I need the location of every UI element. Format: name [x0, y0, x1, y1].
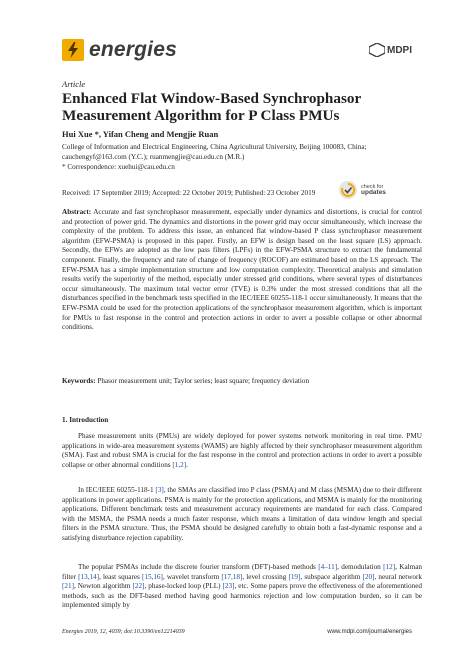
footer-journal-url[interactable]: www.mdpi.com/journal/energies — [327, 629, 412, 635]
citation-link[interactable]: [20] — [362, 572, 375, 581]
check-updates-icon — [339, 181, 357, 199]
affiliation-line-1: College of Information and Electrical Engineering, China Agricultural University, Beijing 100083, China; — [62, 143, 367, 151]
publisher-logo[interactable] — [369, 43, 412, 57]
citation-link[interactable]: [15,16] — [141, 572, 163, 581]
abstract-text: Accurate and fast synchrophasor measurement, especially under dynamics and distortions, is crucial for control and protection of power grid. The dynamics and distortions in the power grid may occur simultaneously, which increase the complexity of the problem. To address this issue, an enhanced flat window-based P class synchrophasor measurement algorithm (EFW-PSMA) is proposed in this paper. Firstly, an EFW is design based on the least square (LS) approach. Secondly, the EFWs are adopted as the low pass filters (LPFs) in the EFW-PSMA structure to extract the fundamental component. Finally, the frequency and rate of change of frequency (ROCOF) are estimated based on the LS approach. The EFW-PSMA has a simple implementation structure and low computation complexity. Theoretical analysis and simulation results verify the superiority of the method, especially under stressed grid conditions, where several types of disturbances occur simultaneously. The maximum total vector error (TVE) is 0.3% under the most stressed conditions that all the disturbances specified in the benchmark tests specified in the IEC/IEEE 60255-118-1 occur simultaneously. It means that the EFW-PSMA could be used for the protection applications of the synchrophasor measurement algorithm, which is important for PMUs to fast response in the control and protection actions in order to avert a possible collapse or other abnormal conditions. — [62, 208, 423, 332]
paragraph-2: In IEC/IEEE 60255-118-1 [3], the SMAs are classified into P class (PSMA) and M class (MSMA) due to their different applications in power applications. PSMA is mainly for the protection applications, and MSMA is mainly for the monitoring applications. Different benchmark tests and measurement accuracy requirements are mandated for each class. Compared with the MSMA, the PSMA needs a much faster response, which means a limitation of data window length and special filters in the PSMA structure. Thus, the PSMA should be designed carefully to obtain both a fast-dynamic response and a satisfying disturbance rejection capability. — [62, 486, 423, 542]
check-updates-badge[interactable] — [339, 181, 386, 199]
paragraph-3: The popular PSMAs include the discrete fourier transform (DFT)-based methods [4–11], demodulation [12], Kalman filter [13,14], least squares [15,16], wavelet transform [17,18], level crossing [19], subspace algorithm [20], neural network [21], Newton algorithm [22], phase-locked loop (PLL) [23], etc. Some papers prove the effectiveness of the aforementioned methods, such as the DFT-based method having good harmonics rejection and low computation burden, so it can be implemented simply by — [62, 563, 423, 610]
citation-link[interactable]: [13,14] — [78, 572, 100, 581]
citation-link[interactable]: [17,18] — [221, 572, 243, 581]
paragraph-1: Phase measurement units (PMUs) are widely deployed for power systems network monitoring in real time. PMU applications in wide-area measurement systems (WAMS) are highly affected by their synchrophasor measurement algorithm (SMA). Fast and robust SMA is crucial for the fast response in the control and protection actions in order to avert a possible collapse or other abnormal conditions [1,2]. — [62, 432, 422, 469]
authors: Hui Xue *, Yifan Cheng and Mengjie Ruan — [62, 129, 219, 139]
check-updates-label: check for updates — [361, 183, 386, 196]
correspondence: * Correspondence: xuehui@cau.edu.cn — [62, 162, 175, 171]
keywords-label: Keywords: — [62, 377, 96, 385]
journal-logo[interactable] — [62, 38, 177, 62]
citation-link[interactable]: [4–11] — [318, 563, 338, 571]
affiliation — [62, 143, 422, 172]
citation-link[interactable]: [23] — [222, 582, 235, 591]
title-line-1: Enhanced Flat Window-Based Synchrophasor — [62, 90, 362, 107]
publication-dates: Received: 17 September 2019; Accepted: 22 October 2019; Published: 23 October 2019 — [62, 189, 316, 197]
keywords-text: Phasor measurement unit; Taylor series; least square; frequency deviation — [97, 377, 310, 385]
title-line-2: Measurement Algorithm for P Class PMUs — [62, 107, 340, 124]
abstract — [62, 208, 422, 333]
citation-link[interactable]: [22] — [132, 582, 145, 591]
citation-link[interactable]: [12] — [383, 563, 396, 571]
affiliation-line-2: cauchengyf@163.com (Y.C.); ruanmengjie@cau.edu.cn (M.R.) — [62, 152, 245, 161]
footer-citation: Energies 2019, 12, 4039; doi:10.3390/en12214039 — [62, 629, 185, 635]
journal-name: energies — [89, 38, 177, 61]
publisher-name: MDPI — [387, 44, 412, 56]
journal-logo-icon — [62, 39, 84, 61]
keywords — [62, 377, 422, 387]
citation-link[interactable]: [1,2] — [172, 460, 187, 469]
article-title — [62, 90, 422, 124]
mdpi-icon — [369, 43, 385, 57]
citation-link[interactable]: [3] — [155, 486, 164, 494]
citation-link[interactable]: [19] — [288, 572, 301, 581]
section-heading: 1. Introduction — [62, 416, 109, 424]
citation-link[interactable]: [21] — [62, 582, 74, 591]
abstract-label: Abstract: — [62, 208, 92, 216]
article-type: Article — [62, 79, 86, 89]
